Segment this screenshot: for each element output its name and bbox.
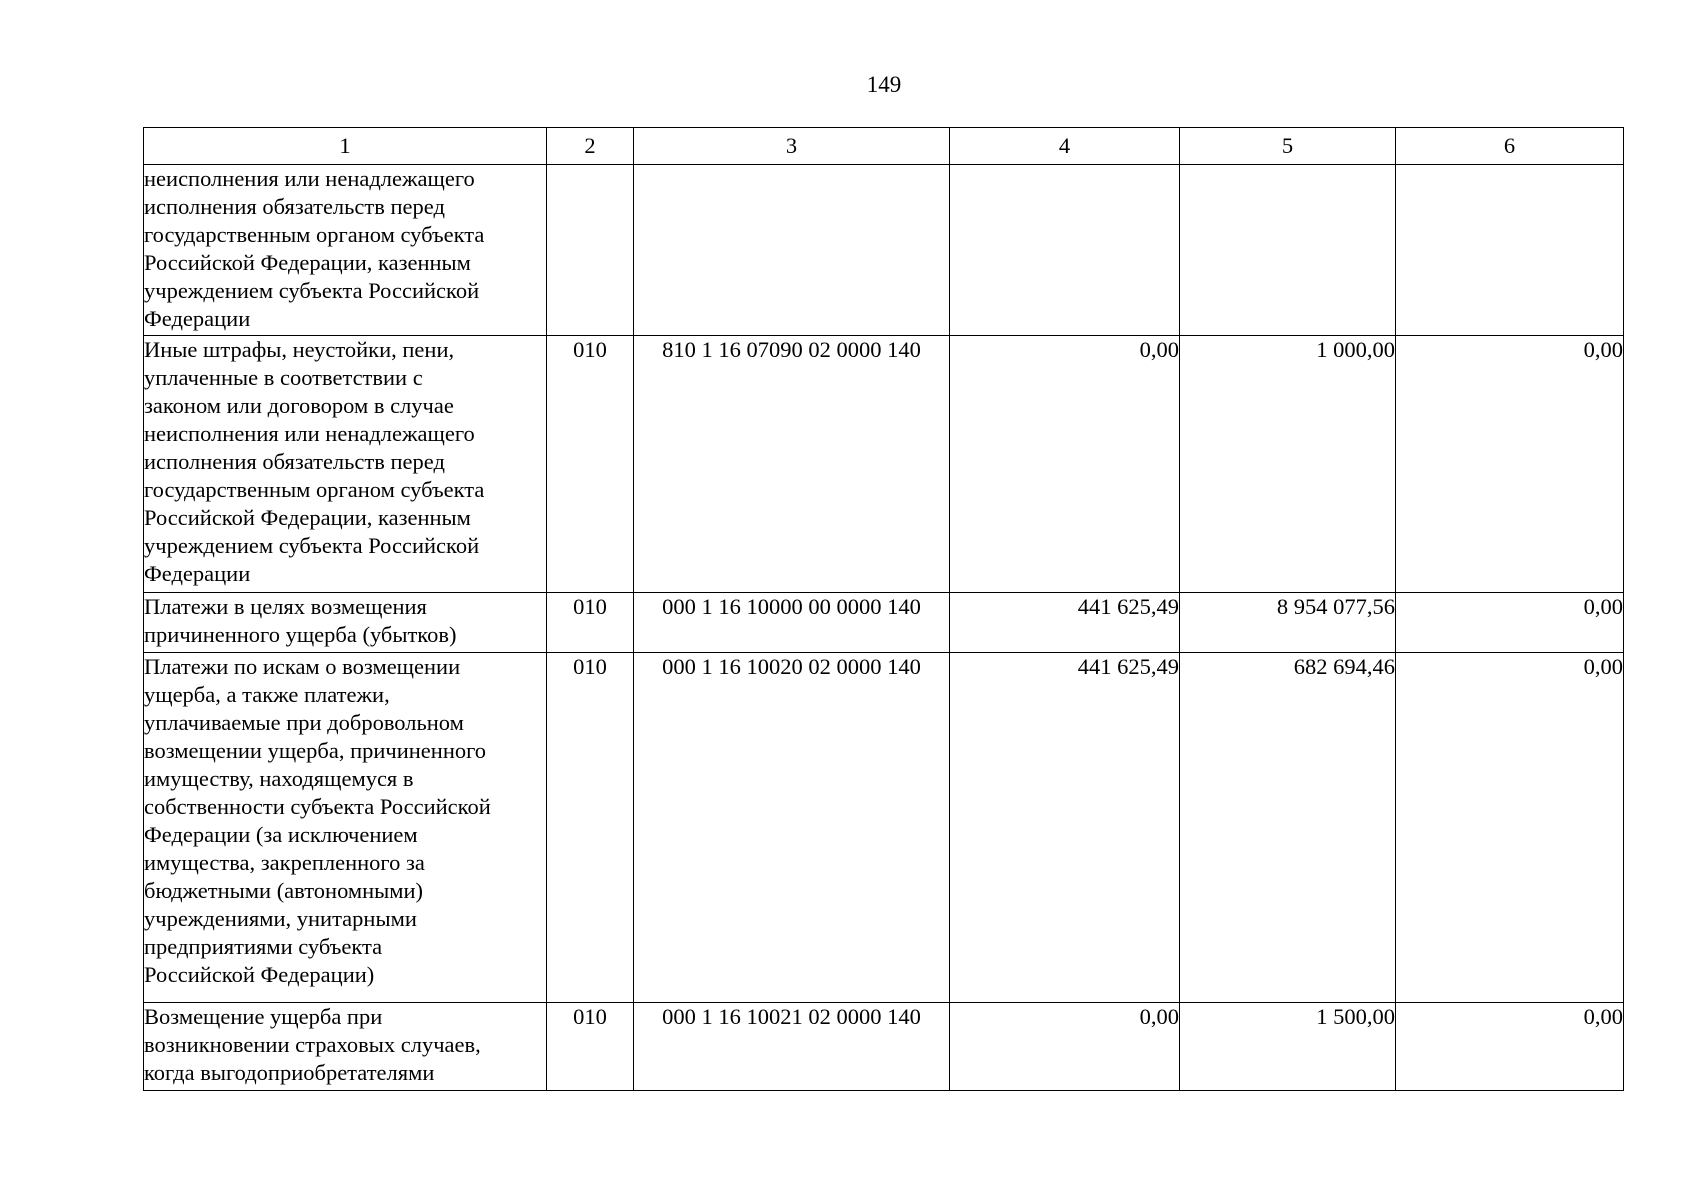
budget-classification-code (634, 165, 950, 336)
row-name-line: ущерба, а также платежи, (144, 682, 390, 707)
table-row (144, 165, 1624, 336)
row-name-line: причиненного ущерба (убытков) (144, 622, 457, 647)
budget-table (143, 127, 1624, 1091)
row-name-line: предприятиями субъекта (144, 934, 383, 959)
row-code: 010 (547, 1003, 634, 1091)
amount-col-4: 441 625,49 (950, 653, 1180, 1003)
table-row (144, 653, 1624, 1003)
row-name-line: уплаченные в соответствии с (144, 365, 423, 390)
row-name-line: возмещении ущерба, причиненного (144, 738, 487, 763)
row-name-line: учреждениями, унитарными (144, 906, 417, 931)
table-row (144, 593, 1624, 653)
amount-col-5 (1180, 165, 1396, 336)
header-cell-3: 3 (634, 128, 950, 165)
row-name-line: возникновении страховых случаев, (144, 1032, 481, 1057)
row-name-line: уплачиваемые при добровольном (144, 710, 464, 735)
header-cell-6: 6 (1396, 128, 1624, 165)
row-name (144, 1003, 547, 1091)
table-header (144, 128, 1624, 165)
row-name-line: Российской Федерации) (144, 962, 375, 987)
row-name-line: собственности субъекта Российской (144, 794, 491, 819)
row-name-line: Федерации (144, 561, 251, 586)
row-name-line: Российской Федерации, казенным (144, 505, 471, 530)
amount-col-5: 1 000,00 (1180, 336, 1396, 593)
row-name (144, 593, 547, 653)
amount-col-4: 0,00 (950, 1003, 1180, 1091)
row-name-line: исполнения обязательств перед (144, 194, 445, 219)
amount-col-6: 0,00 (1396, 593, 1624, 653)
row-name-line: государственным органом субъекта (144, 222, 485, 247)
amount-col-5: 8 954 077,56 (1180, 593, 1396, 653)
amount-col-6: 0,00 (1396, 336, 1624, 593)
row-name-line: когда выгодоприобретателями (144, 1060, 435, 1085)
row-name-line: Федерации (за исключением (144, 822, 418, 847)
header-cell-5: 5 (1180, 128, 1396, 165)
budget-classification-code: 810 1 16 07090 02 0000 140 (634, 336, 950, 593)
amount-col-4 (950, 165, 1180, 336)
row-name-line: законом или договором в случае (144, 393, 454, 418)
amount-col-4: 0,00 (950, 336, 1180, 593)
row-name-line: бюджетными (автономными) (144, 878, 424, 903)
header-row (144, 128, 1624, 165)
header-cell-2: 2 (547, 128, 634, 165)
header-cell-1: 1 (144, 128, 547, 165)
row-name-line: учреждением субъекта Российской (144, 533, 480, 558)
row-code (547, 165, 634, 336)
row-name-line: Возмещение ущерба при (144, 1004, 383, 1029)
row-code: 010 (547, 593, 634, 653)
row-name-line: исполнения обязательств перед (144, 449, 445, 474)
table-row (144, 1003, 1624, 1091)
header-cell-4: 4 (950, 128, 1180, 165)
amount-col-4: 441 625,49 (950, 593, 1180, 653)
row-name (144, 336, 547, 593)
amount-col-6: 0,00 (1396, 653, 1624, 1003)
budget-classification-code: 000 1 16 10020 02 0000 140 (634, 653, 950, 1003)
row-code: 010 (547, 653, 634, 1003)
row-name-line: Платежи в целях возмещения (144, 594, 427, 619)
row-name-line: учреждением субъекта Российской (144, 278, 480, 303)
budget-classification-code: 000 1 16 10021 02 0000 140 (634, 1003, 950, 1091)
row-name (144, 165, 547, 336)
row-name-line: Иные штрафы, неустойки, пени, (144, 337, 455, 362)
amount-col-5: 682 694,46 (1180, 653, 1396, 1003)
row-code: 010 (547, 336, 634, 593)
table-row (144, 336, 1624, 593)
row-name-line: государственным органом субъекта (144, 477, 485, 502)
amount-col-5: 1 500,00 (1180, 1003, 1396, 1091)
row-name-line: Российской Федерации, казенным (144, 250, 471, 275)
row-name-line: Платежи по искам о возмещении (144, 654, 461, 679)
table-body (144, 165, 1624, 1091)
amount-col-6 (1396, 165, 1624, 336)
row-name-line: имуществу, находящемуся в (144, 766, 414, 791)
amount-col-6: 0,00 (1396, 1003, 1624, 1091)
row-name-line: неисполнения или ненадлежащего (144, 421, 475, 446)
row-name-line: неисполнения или ненадлежащего (144, 166, 475, 191)
budget-classification-code: 000 1 16 10000 00 0000 140 (634, 593, 950, 653)
row-name-line: имущества, закрепленного за (144, 850, 425, 875)
row-name (144, 653, 547, 1003)
row-name-line: Федерации (144, 306, 251, 331)
page-number: 149 (866, 72, 902, 97)
